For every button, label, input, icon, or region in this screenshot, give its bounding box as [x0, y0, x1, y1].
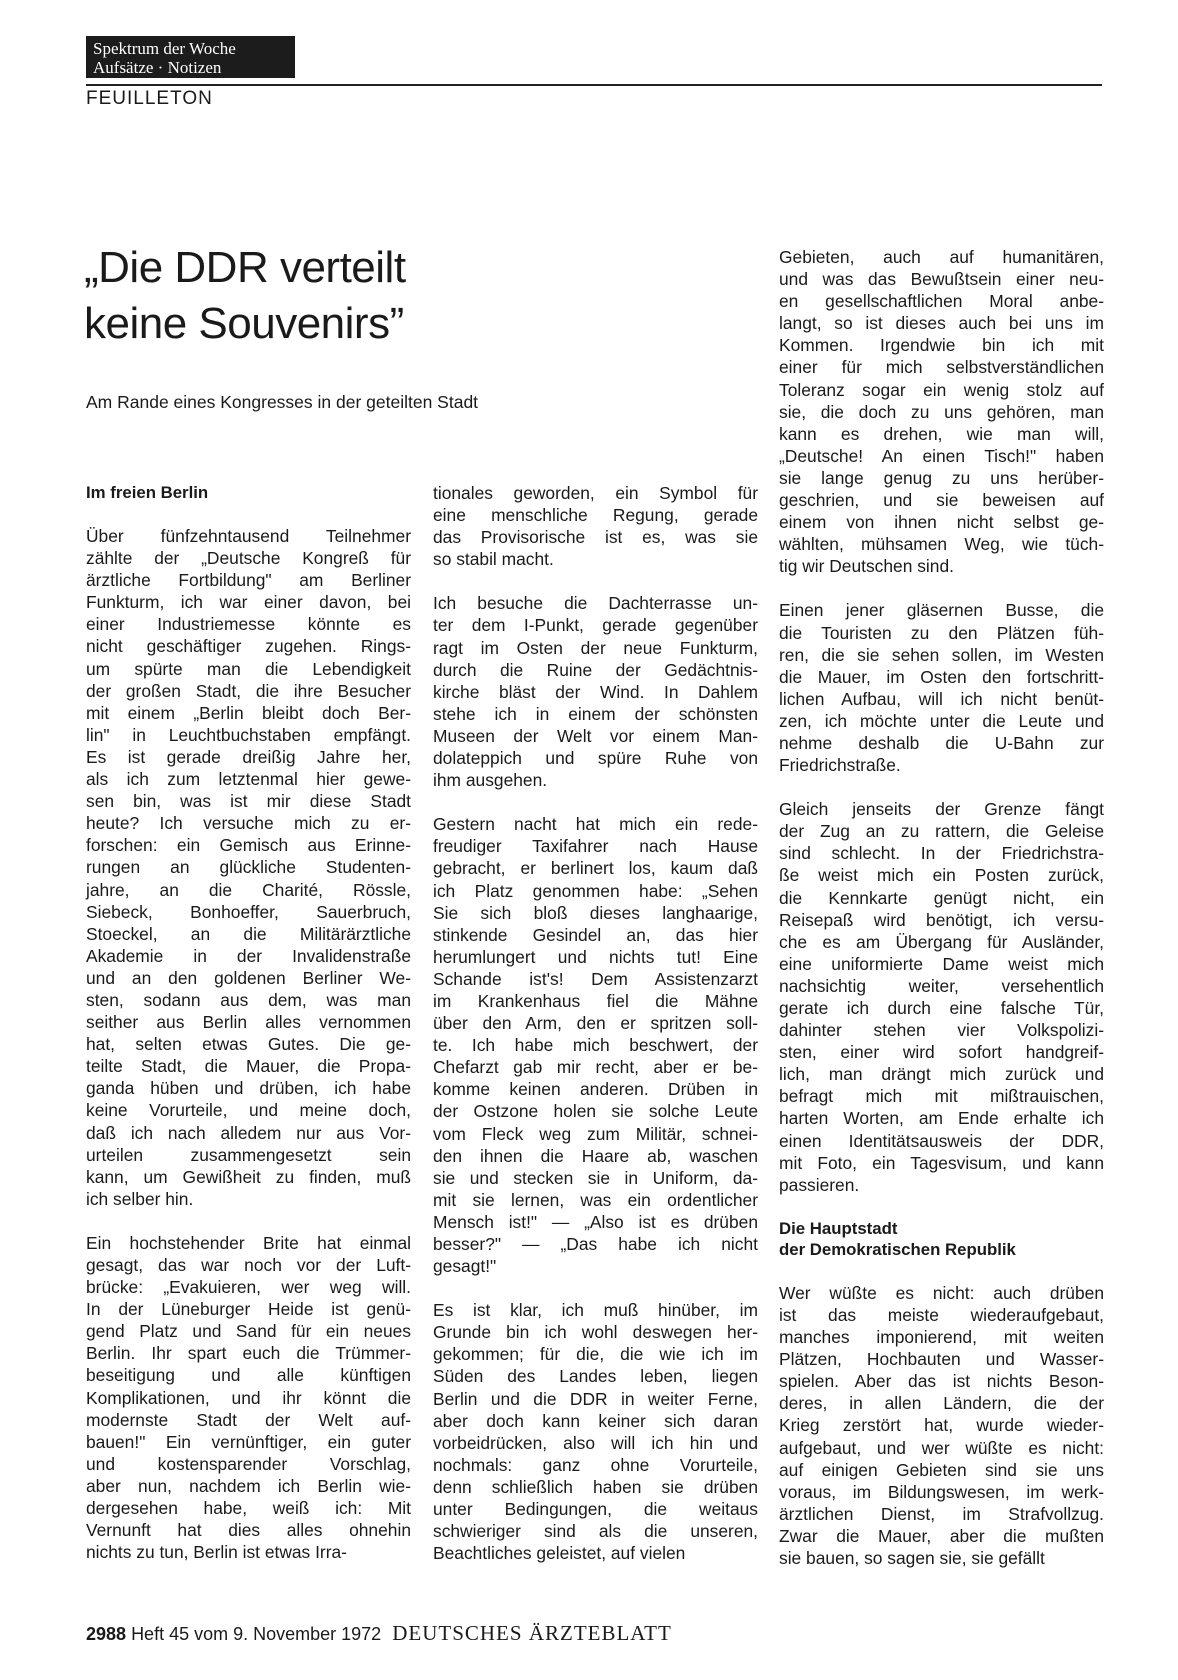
text-line: im Krankenhaus fiel die Mähne: [433, 990, 758, 1011]
text-line: befragt mich mit mißtrauischen,: [779, 1086, 1104, 1107]
text-line: Es ist klar, ich muß hinüber, im: [433, 1300, 758, 1321]
article-title: [84, 240, 504, 352]
text-line: Gleich jenseits der Grenze fängt: [779, 799, 1104, 820]
text-line: Funkturm, ich war einer davon, bei: [86, 592, 411, 613]
text-line: Zwar die Mauer, aber die mußten: [779, 1525, 1104, 1546]
article-title-line2: keine Souvenirs”: [84, 299, 404, 348]
text-line: Beachtliches geleistet, auf vielen: [433, 1543, 686, 1564]
section-label: FEUILLETON: [86, 88, 213, 109]
magazine-name: DEUTSCHES ÄRZTEBLATT: [392, 1621, 672, 1645]
text-line: sten, einer wird sofort handgreif-: [779, 1042, 1104, 1063]
text-line: heute? Ich versuche mich zu er-: [86, 813, 411, 834]
text-line: gebracht, er berlinert los, kaum daß: [433, 858, 758, 879]
text-line: deres, in allen Ländern, die der: [779, 1393, 1104, 1414]
text-line: ich selber hin.: [86, 1188, 194, 1209]
text-line: bauen!" Ein vernünftiger, ein guter: [86, 1431, 411, 1452]
text-line: gerate ich durch eine falsche Tür,: [779, 998, 1104, 1018]
text-line: brücke: „Evakuieren, wer weg will.: [86, 1277, 411, 1298]
text-line: Gebieten, auch auf humanitären,: [779, 247, 1104, 267]
text-line: um spürte man die Lebendigkeit: [86, 658, 411, 679]
text-line: Ein hochstehender Brite hat einmal: [86, 1232, 411, 1253]
page-footer: [86, 1622, 672, 1645]
text-line: beseitigung und alle künftigen: [86, 1365, 411, 1386]
text-line: nachsichtig weiter, versehentlich: [779, 975, 1104, 996]
text-line: die Touristen zu den Plätzen füh-: [779, 622, 1104, 643]
text-line: gesagt!": [433, 1256, 497, 1277]
text-line: Sie sich bloß dieses langhaarige,: [433, 902, 758, 923]
text-line: Friedrichstraße.: [779, 755, 901, 776]
text-line: so stabil macht.: [433, 549, 554, 570]
text-line: einer Industriemesse könnte es: [86, 614, 411, 635]
text-line: urteilen zusammengesetzt sein: [86, 1144, 411, 1165]
text-line: die Kennkarte genügt nicht, ein: [779, 887, 1104, 908]
section-tag-line2: Aufsätze · Notizen: [93, 58, 222, 77]
text-line: Toleranz sogar ein wenig stolz auf: [779, 379, 1104, 400]
paragraph: [433, 813, 758, 1277]
text-line: den ihnen die Haare ab, waschen: [433, 1145, 758, 1166]
text-line: teilte Stadt, die Mauer, die Propa-: [86, 1056, 411, 1077]
text-line: ärztlichen Dienst, im Strafvollzug.: [779, 1503, 1104, 1524]
text-line: tionales geworden, ein Symbol für: [433, 483, 758, 503]
text-line: dolateppich und spüre Ruhe von: [433, 748, 758, 769]
text-line: en gesellschaftlichen Moral anbe-: [779, 291, 1104, 312]
text-line: Kommen. Irgendwie bin ich mit: [779, 335, 1104, 356]
text-line: über den Arm, den er spritzen soll-: [433, 1013, 758, 1034]
section-tag: [86, 36, 295, 78]
text-line: passieren.: [779, 1174, 860, 1195]
text-line: Stoeckel, an die Militärärztliche: [86, 923, 411, 944]
text-line: spielen. Aber das ist nichts Beson-: [779, 1371, 1104, 1392]
text-line: sten, sodann aus dem, was man: [86, 989, 411, 1010]
text-line: unter Bedingungen, die weitaus: [433, 1499, 758, 1520]
text-line: und was das Bewußtsein einer neu-: [779, 269, 1104, 290]
text-line: der Demokratischen Republik: [779, 1239, 1016, 1259]
text-line: harten Worten, am Ende erhalte ich: [779, 1108, 1104, 1129]
text-line: der Zug an zu rattern, die Geleise: [779, 821, 1104, 842]
text-line: gesagt, das war noch vor der Luft-: [86, 1255, 411, 1275]
text-line: eine uniformierte Dame weist mich: [779, 953, 1104, 974]
text-line: mit Foto, ein Tagesvisum, und kann: [779, 1152, 1104, 1173]
text-line: der großen Stadt, die ihre Besucher: [86, 680, 411, 701]
text-line: aufgebaut, und wer wüßte es nicht:: [779, 1437, 1104, 1458]
text-line: ganda hüben und drüben, ich habe: [86, 1078, 411, 1099]
text-line: einer für mich selbstverständlichen: [779, 357, 1104, 378]
text-column-3: [779, 246, 1104, 1591]
text-line: ich Platz genommen habe: „Sehen: [433, 880, 758, 901]
text-line: sie und stecken sie in Uniform, da-: [433, 1167, 758, 1188]
text-line: der Ostzone holen sie solche Leute: [433, 1101, 758, 1122]
paragraph: [86, 1232, 411, 1563]
text-line: gekommen; für die, die wie ich im: [433, 1344, 758, 1365]
text-line: ragt im Osten der neue Funkturm,: [433, 637, 758, 658]
text-line: mit einem „Berlin bleibt doch Ber-: [86, 702, 411, 723]
text-line: zen, ich möchte unter die Leute und: [779, 710, 1104, 731]
section-heading: [86, 482, 411, 503]
paragraph: [779, 798, 1104, 1196]
text-line: mit sie lernen, was ein ordentlicher: [433, 1189, 758, 1210]
text-line: nichts zu tun, Berlin ist etwas Irra-: [86, 1542, 347, 1563]
text-line: schwieriger sind als die unseren,: [433, 1521, 758, 1542]
text-line: In der Lüneburger Heide ist genü-: [86, 1299, 411, 1320]
text-line: jahre, an die Charité, Rössle,: [86, 879, 411, 900]
text-line: Reisepaß wird benötigt, ich versu-: [779, 909, 1104, 930]
text-line: Gestern nacht hat mich ein rede-: [433, 814, 758, 835]
text-line: dergesehen habe, weiß ich: Mit: [86, 1498, 411, 1519]
text-line: sind schlecht. In der Friedrichstra-: [779, 843, 1104, 864]
text-line: eine menschliche Regung, gerade: [433, 505, 758, 526]
section-heading: [779, 1218, 1104, 1260]
text-line: langt, so ist dieses auch bei uns im: [779, 313, 1104, 334]
text-line: sie, die doch zu uns gehören, man: [779, 401, 1104, 422]
text-line: wählten, mühsamen Weg, wie tüch-: [779, 534, 1104, 555]
text-line: Ich besuche die Dachterrasse un-: [433, 593, 758, 614]
article-subtitle: Am Rande eines Kongresses in der geteilten Stadt: [86, 392, 479, 412]
paragraph: [779, 599, 1104, 776]
text-line: ist das meiste wiederaufgebaut,: [779, 1304, 1104, 1325]
text-line: lin" in Leuchtbuchstaben empfängt.: [86, 724, 411, 745]
text-line: Die Hauptstadt: [779, 1218, 898, 1238]
text-line: rungen an glückliche Studenten-: [86, 857, 411, 878]
text-line: zählte der „Deutsche Kongreß für: [86, 548, 411, 569]
page-number: 2988: [86, 1624, 127, 1644]
text-line: Museen der Welt vor einem Man-: [433, 725, 758, 746]
text-line: herumlungert und nichts tut! Eine: [433, 946, 758, 967]
header-rule: [86, 84, 1102, 86]
text-line: daß ich nach alledem nur aus Vor-: [86, 1122, 411, 1143]
paragraph: [779, 1282, 1104, 1569]
text-line: stehe ich in einem der schönsten: [433, 703, 758, 724]
text-line: besser?" — „Das habe ich nicht: [433, 1234, 758, 1254]
text-line: Siebeck, Bonhoeffer, Sauerbruch,: [86, 901, 411, 922]
text-line: aber doch kann keiner sich daran: [433, 1410, 758, 1431]
text-line: sen bin, was ist mir diese Stadt: [86, 791, 411, 812]
text-line: vom Fleck weg zum Militär, schnei-: [433, 1123, 758, 1144]
text-line: einem von ihnen nicht selbst ge-: [779, 512, 1104, 533]
text-line: das Provisorische ist es, was sie: [433, 527, 758, 548]
text-line: nehme deshalb die U-Bahn zur: [779, 732, 1104, 753]
text-line: Es ist gerade dreißig Jahre her,: [86, 746, 411, 767]
text-line: che es am Übergang für Ausländer,: [779, 931, 1104, 952]
section-tag-line1: Spektrum der Woche: [93, 39, 236, 58]
text-line: dahinter stehen vier Volkspolizi-: [779, 1020, 1104, 1041]
text-line: ren, die sie sehen sollen, im Westen: [779, 644, 1104, 665]
article-title-line1: „Die DDR verteilt: [84, 243, 406, 292]
text-line: tig wir Deutschen sind.: [779, 556, 954, 577]
text-line: Wer wüßte es nicht: auch drüben: [779, 1282, 1104, 1303]
text-line: Akademie in der Invalidenstraße: [86, 945, 411, 966]
paragraph: [433, 592, 758, 791]
text-line: geschrien, und sie beweisen auf: [779, 490, 1104, 511]
text-line: Berlin und die DDR in weiter Ferne,: [433, 1388, 758, 1409]
paragraph: [433, 482, 758, 570]
text-line: kann es drehen, wie man will,: [779, 423, 1104, 444]
text-column-1: [86, 482, 411, 1585]
text-line: nochmals: ganz ohne Vorurteile,: [433, 1454, 758, 1475]
text-line: Einen jener gläsernen Busse, die: [779, 600, 1104, 621]
text-line: ärztliche Fortbildung" am Berliner: [86, 570, 411, 591]
text-line: kirche bläst der Wind. In Dahlem: [433, 681, 758, 702]
text-line: Süden des Landes leben, liegen: [433, 1366, 758, 1387]
text-line: lichen Aufbau, will ich nicht benüt-: [779, 688, 1104, 709]
text-line: als ich zum letztenmal hier gewe-: [86, 769, 411, 790]
text-line: vorbeidrücken, also will ich hin und: [433, 1432, 758, 1453]
text-line: ihm ausgehen.: [433, 770, 548, 791]
text-line: Chefarzt gab mir recht, aber er be-: [433, 1057, 758, 1078]
text-line: die Mauer, im Osten den fortschritt-: [779, 666, 1104, 687]
text-line: „Deutsche! An einen Tisch!" haben: [779, 445, 1104, 466]
paragraph: [86, 525, 411, 1210]
issue-info: Heft 45 vom 9. November 1972: [131, 1624, 382, 1644]
text-line: voraus, im Bildungswesen, im werk-: [779, 1481, 1104, 1502]
text-line: manches imponierend, mit weiten: [779, 1327, 1104, 1348]
text-line: lich, man drängt mich zurück und: [779, 1064, 1104, 1085]
text-line: keine Vorurteile, und meine doch,: [86, 1100, 411, 1121]
text-line: durch die Ruine der Gedächtnis-: [433, 659, 758, 680]
text-column-2: [433, 482, 758, 1586]
text-line: freudiger Taxifahrer nach Hause: [433, 836, 758, 857]
text-line: kann, um Gewißheit zu finden, muß: [86, 1166, 411, 1187]
text-line: hat, selten etwas Gutes. Die ge-: [86, 1034, 411, 1055]
text-line: auf einigen Gebieten sind sie uns: [779, 1459, 1104, 1480]
text-line: und kostensparender Vorschlag,: [86, 1453, 411, 1474]
text-line: denn schließlich haben sie drüben: [433, 1476, 758, 1497]
text-line: ter dem I-Punkt, gerade gegenüber: [433, 615, 758, 636]
text-line: Komplikationen, und ihr könnt die: [86, 1387, 411, 1408]
text-line: und an den goldenen Berliner We-: [86, 967, 411, 988]
paragraph: [433, 1299, 758, 1564]
text-line: komme keinen anderen. Drüben in: [433, 1079, 758, 1100]
text-line: ße weist mich ein Posten zurück,: [779, 865, 1104, 886]
text-line: sie bauen, so sagen sie, sie gefällt: [779, 1547, 1045, 1568]
text-line: seither aus Berlin alles vernommen: [86, 1012, 411, 1033]
text-line: Krieg zerstört hat, wurde wieder-: [779, 1415, 1104, 1436]
text-line: Grunde bin ich wohl deswegen her-: [433, 1322, 758, 1343]
text-line: Über fünfzehntausend Teilnehmer: [86, 526, 411, 546]
text-line: einen Identitätsausweis der DDR,: [779, 1130, 1104, 1151]
text-line: Vernunft hat dies alles ohnehin: [86, 1520, 411, 1541]
paragraph: [779, 246, 1104, 577]
text-line: forschen: ein Gemisch aus Erinne-: [86, 835, 411, 856]
text-line: nicht geschäftiger zugehen. Rings-: [86, 636, 411, 657]
text-line: modernste Stadt der Welt auf-: [86, 1409, 411, 1430]
text-line: Mensch ist!" — „Also ist es drüben: [433, 1211, 758, 1232]
text-line: te. Ich habe mich beschwert, der: [433, 1035, 758, 1056]
text-line: Schande ist's! Dem Assistenzarzt: [433, 968, 758, 989]
text-line: Plätzen, Hochbauten und Wasser-: [779, 1349, 1104, 1370]
text-line: stinkende Gesindel an, das hier: [433, 924, 758, 945]
text-line: aber nun, nachdem ich Berlin wie-: [86, 1475, 411, 1496]
text-line: gend Platz und Sand für ein neues: [86, 1321, 411, 1342]
text-line: Berlin. Ihr spart euch die Trümmer-: [86, 1343, 411, 1364]
text-line: Im freien Berlin: [86, 483, 209, 502]
text-line: sie lange genug zu uns herüber-: [779, 467, 1104, 488]
